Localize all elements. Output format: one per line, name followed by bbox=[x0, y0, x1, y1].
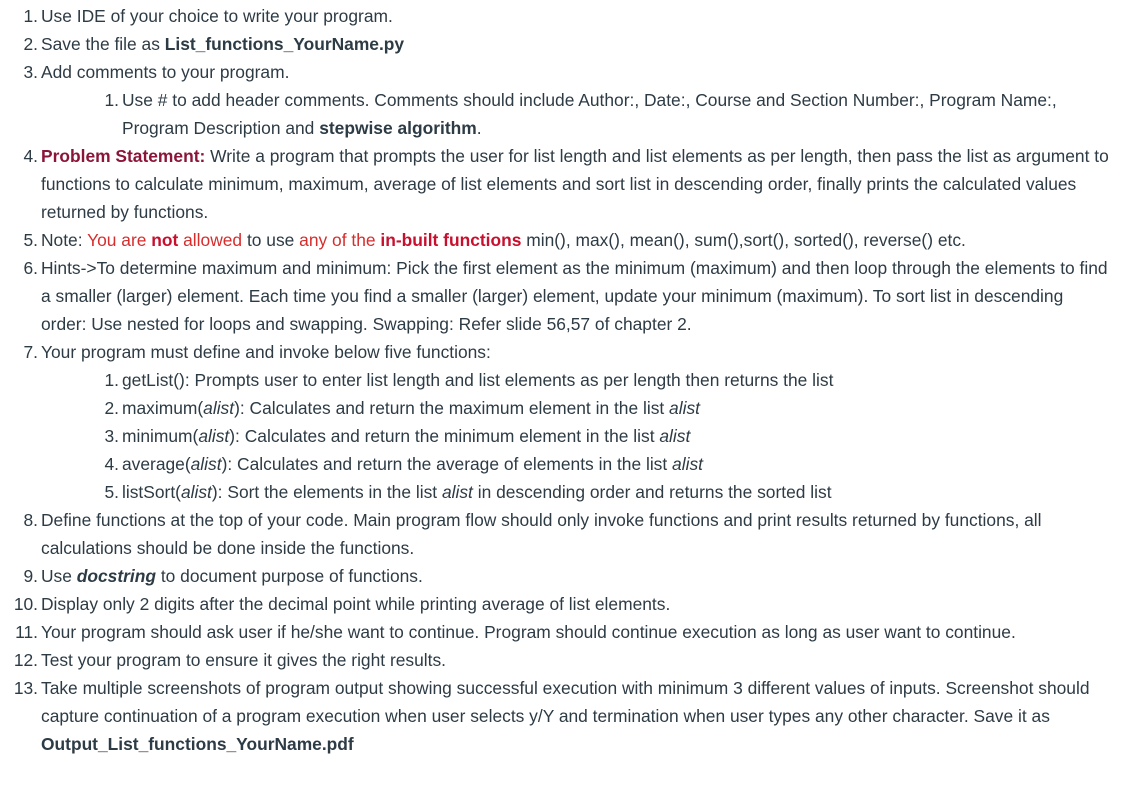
sub-item-number: 4. bbox=[104, 454, 119, 474]
item-text: Use bbox=[41, 566, 77, 586]
param-name: alist bbox=[659, 426, 691, 446]
list-item bbox=[18, 58, 1113, 142]
list-item bbox=[15, 618, 1113, 646]
param-name: alist bbox=[672, 454, 703, 474]
item-number: 3. bbox=[23, 62, 38, 82]
sub-item-text: getList(): Prompts user to enter list length and list elements as per length then returns the list bbox=[122, 370, 834, 390]
sub-item-text: listSort( bbox=[122, 482, 181, 502]
sub-item-text: ): Sort the elements in the list bbox=[211, 482, 442, 502]
sub-item-number: 1. bbox=[104, 90, 119, 110]
item-number: 7. bbox=[23, 342, 38, 362]
list-item bbox=[18, 506, 1113, 562]
emphasis-text: docstring bbox=[76, 566, 156, 586]
param-name: alist bbox=[180, 482, 212, 502]
sub-list-item bbox=[41, 366, 1113, 394]
warning-text: allowed bbox=[178, 230, 243, 250]
param-name: alist bbox=[669, 398, 700, 418]
sub-list bbox=[41, 366, 1113, 506]
sub-item-text: in descending order and returns the sorted list bbox=[472, 482, 832, 502]
sub-item-text: ): Calculates and return the minimum element in the list bbox=[229, 426, 660, 446]
param-name: alist bbox=[190, 454, 222, 474]
item-text: Note: bbox=[41, 230, 88, 250]
file-name: List_functions_YourName.py bbox=[164, 34, 405, 54]
item-text: to use bbox=[242, 230, 300, 250]
sub-item-text: maximum( bbox=[122, 398, 204, 418]
sub-item-number: 5. bbox=[104, 482, 119, 502]
sub-item-text: average( bbox=[122, 454, 191, 474]
item-number: 2. bbox=[23, 34, 38, 54]
item-text: Take multiple screenshots of program output showing successful execution with minimum 3 different values of inputs. Screenshot should capture continuation of a program execution when user selects y/Y and termination when user types any other character. Save it as bbox=[41, 678, 1090, 726]
list-item bbox=[13, 674, 1113, 758]
sub-item-text: Use # to add header comments. Comments should include Author:, Date:, Course and Section Number:, Program Name:, Program Description and bbox=[122, 90, 1057, 138]
list-item bbox=[18, 2, 1113, 30]
item-text: Add comments to your program. bbox=[41, 62, 290, 82]
sub-item-number: 3. bbox=[104, 426, 119, 446]
item-number: 1. bbox=[23, 6, 38, 26]
file-name: Output_List_functions_YourName.pdf bbox=[41, 734, 354, 754]
list-item bbox=[18, 226, 1113, 254]
sub-list-item bbox=[41, 450, 1113, 478]
item-number: 9. bbox=[23, 566, 38, 586]
item-number: 11. bbox=[15, 622, 38, 642]
item-text: Display only 2 digits after the decimal point while printing average of list elements. bbox=[41, 594, 671, 614]
warning-text: any of the bbox=[299, 230, 381, 250]
sub-item-number: 2. bbox=[104, 398, 119, 418]
warning-emphasis: not bbox=[151, 230, 179, 250]
sub-list-item bbox=[41, 422, 1113, 450]
list-item bbox=[13, 590, 1113, 618]
item-text: Your program must define and invoke below five functions: bbox=[41, 342, 491, 362]
item-number: 12. bbox=[13, 650, 38, 670]
list-item bbox=[18, 254, 1113, 338]
sub-item-text: ): Calculates and return the maximum element in the list bbox=[234, 398, 670, 418]
list-item bbox=[18, 562, 1113, 590]
sub-item-number: 1. bbox=[104, 370, 119, 390]
list-item bbox=[18, 30, 1113, 58]
item-number: 10. bbox=[13, 594, 38, 614]
item-number: 5. bbox=[23, 230, 38, 250]
sub-list-item bbox=[41, 86, 1113, 142]
item-text: min(), max(), mean(), sum(),sort(), sorted(), reverse() etc. bbox=[521, 230, 966, 250]
item-text: Save the file as bbox=[41, 34, 165, 54]
item-number: 8. bbox=[23, 510, 38, 530]
item-text: Write a program that prompts the user for list length and list elements as per length, then pass the list as argument to functions to calculate minimum, maximum, average of list elements and sort list in descending order, finally prints the calculated values returned by functions. bbox=[41, 146, 1109, 222]
item-number: 6. bbox=[23, 258, 38, 278]
sub-list-item bbox=[41, 478, 1113, 506]
warning-emphasis: in-built functions bbox=[380, 230, 522, 250]
item-text: Hints->To determine maximum and minimum: Pick the first element as the minimum (maximum) and then loop through the elements to find a smaller (larger) element. Each time you find a smaller (larger) element, update your minimum (maximum). To sort list in descending order: Use nested for loops and swapping. Swapping: Refer slide 56,57 of chapter 2. bbox=[41, 258, 1108, 334]
item-text: Your program should ask user if he/she want to continue. Program should continue execution as long as user want to continue. bbox=[41, 622, 1016, 642]
sub-list bbox=[41, 86, 1113, 142]
warning-text: You are bbox=[87, 230, 152, 250]
item-text: Test your program to ensure it gives the right results. bbox=[41, 650, 446, 670]
item-text: Define functions at the top of your code. Main program flow should only invoke functions and print results returned by functions, all calculations should be done inside the functions. bbox=[41, 510, 1042, 558]
item-number: 13. bbox=[13, 678, 38, 698]
sub-item-text: . bbox=[476, 118, 482, 138]
list-item bbox=[18, 338, 1113, 506]
param-name: alist bbox=[441, 482, 473, 502]
list-item bbox=[13, 646, 1113, 674]
emphasis-text: stepwise algorithm bbox=[319, 118, 477, 138]
param-name: alist bbox=[198, 426, 230, 446]
item-number: 4. bbox=[23, 146, 38, 166]
problem-statement-label: Problem Statement: bbox=[41, 146, 206, 166]
list-item bbox=[18, 142, 1113, 226]
item-text: to document purpose of functions. bbox=[156, 566, 423, 586]
instruction-list bbox=[13, 2, 1113, 758]
sub-item-text: ): Calculates and return the average of elements in the list bbox=[221, 454, 673, 474]
item-text: Use IDE of your choice to write your program. bbox=[41, 6, 393, 26]
param-name: alist bbox=[203, 398, 235, 418]
sub-list-item bbox=[41, 394, 1113, 422]
sub-item-text: minimum( bbox=[122, 426, 199, 446]
